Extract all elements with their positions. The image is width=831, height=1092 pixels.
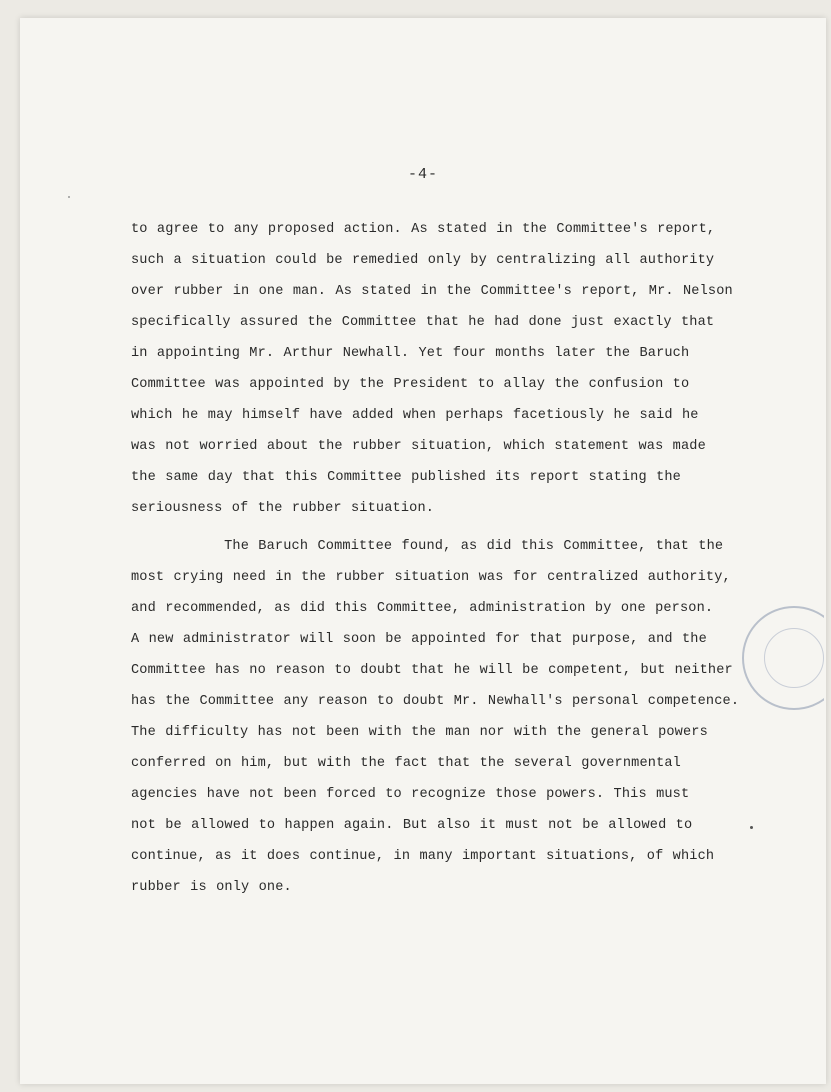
body-line: most crying need in the rubber situation was for centralized authority, bbox=[131, 570, 731, 585]
body-line: was not worried about the rubber situation, which statement was made bbox=[131, 439, 706, 454]
body-line: conferred on him, but with the fact that the several governmental bbox=[131, 756, 681, 771]
paper-speck bbox=[68, 196, 70, 198]
body-line: The difficulty has not been with the man nor with the general powers bbox=[131, 725, 708, 740]
body-line: rubber is only one. bbox=[131, 880, 292, 895]
body-line: to agree to any proposed action. As stated in the Committee's report, bbox=[131, 222, 716, 237]
body-line: Committee was appointed by the President to allay the confusion to bbox=[131, 377, 690, 392]
body-line: not be allowed to happen again. But also it must not be allowed to bbox=[131, 818, 693, 833]
body-line: continue, as it does continue, in many important situations, of which bbox=[131, 849, 715, 864]
body-line: the same day that this Committee published its report stating the bbox=[131, 470, 681, 485]
body-line: which he may himself have added when perhaps facetiously he said he bbox=[131, 408, 699, 423]
body-line: in appointing Mr. Arthur Newhall. Yet four months later the Baruch bbox=[131, 346, 690, 361]
body-line: specifically assured the Committee that he had done just exactly that bbox=[131, 315, 715, 330]
library-stamp bbox=[742, 606, 824, 710]
body-line: Committee has no reason to doubt that he will be competent, but neither bbox=[131, 663, 733, 678]
body-line: and recommended, as did this Committee, administration by one person. bbox=[131, 601, 714, 616]
body-line: seriousness of the rubber situation. bbox=[131, 501, 435, 516]
document-page bbox=[20, 18, 826, 1084]
body-line: A new administrator will soon be appointed for that purpose, and the bbox=[131, 632, 707, 647]
paper-speck bbox=[750, 826, 753, 829]
body-line: The Baruch Committee found, as did this Committee, that the bbox=[131, 539, 724, 554]
stamp-inner-ring bbox=[764, 628, 824, 688]
body-line: has the Committee any reason to doubt Mr. Newhall's personal competence. bbox=[131, 694, 740, 709]
page-number: -4- bbox=[407, 166, 438, 183]
body-line: over rubber in one man. As stated in the Committee's report, Mr. Nelson bbox=[131, 284, 733, 299]
body-line: such a situation could be remedied only by centralizing all authority bbox=[131, 253, 715, 268]
body-line: agencies have not been forced to recognize those powers. This must bbox=[131, 787, 690, 802]
